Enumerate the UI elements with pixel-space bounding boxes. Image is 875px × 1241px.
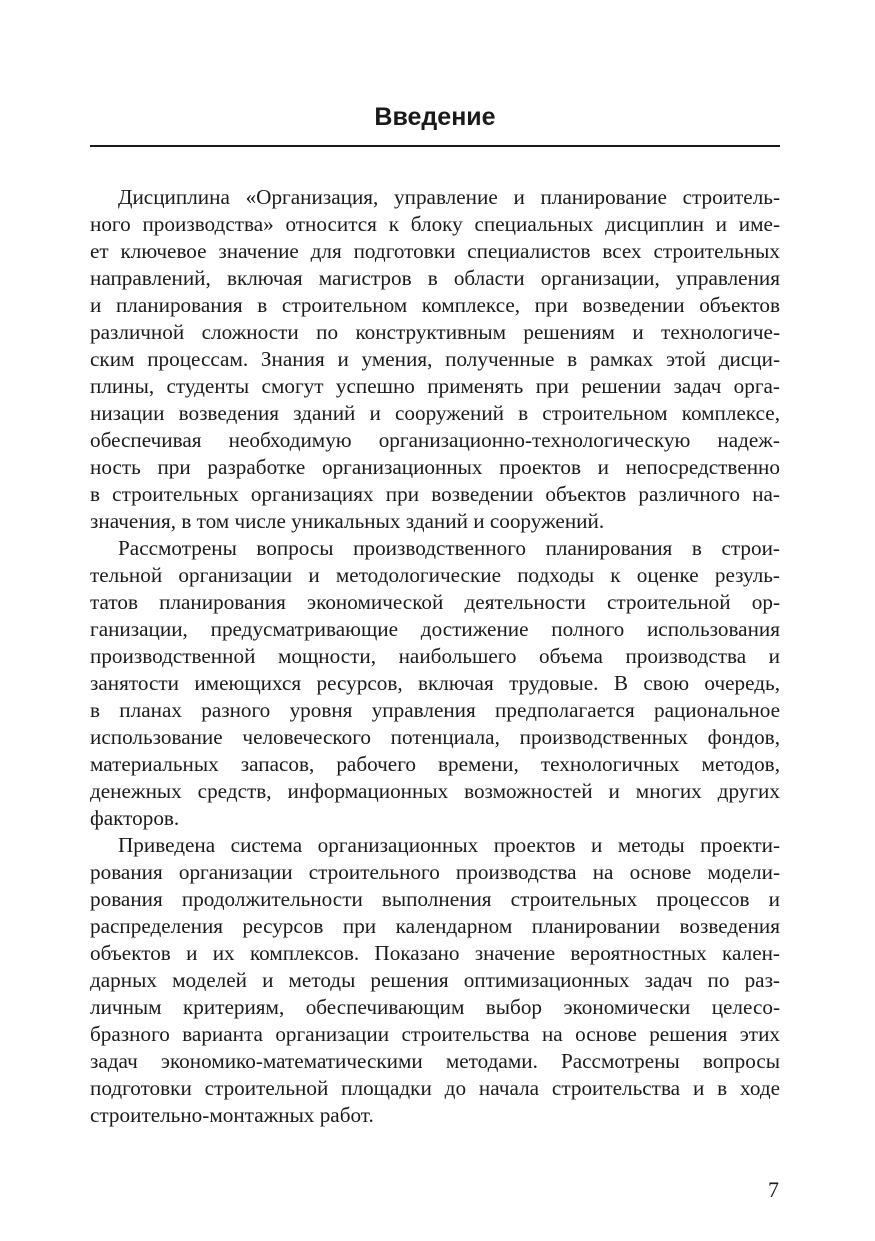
text-line: дарных моделей и методы решения оптимизационных задач по раз- [90, 968, 780, 992]
text-line: денежных средств, информационных возможностей и многих других [90, 779, 780, 803]
text-line: задач экономико-математическими методами. Рассмотрены вопросы [90, 1049, 780, 1073]
paragraph-2 [90, 535, 780, 832]
text-line: обеспечивая необходимую организационно-технологическую надеж- [90, 428, 780, 452]
text-line: Приведена система организационных проектов и методы проекти- [118, 833, 780, 857]
text-line: ет ключевое значение для подготовки специалистов всех строительных [90, 239, 780, 263]
text-line: рования продолжительности выполнения строительных процессов и [90, 887, 780, 911]
text-line: плины, студенты смогут успешно применять при решении задач орга- [90, 374, 780, 398]
text-line: занятости имеющихся ресурсов, включая трудовые. В свою очередь, [90, 671, 780, 695]
text-line: низации возведения зданий и сооружений в строительном комплексе, [90, 401, 780, 425]
text-line: и планирования в строительном комплексе, при возведении объектов [90, 293, 780, 317]
text-line: распределения ресурсов при календарном планировании возведения [90, 914, 780, 938]
paragraph-1 [90, 184, 780, 535]
text-line: объектов и их комплексов. Показано значение вероятностных кален- [90, 941, 780, 965]
text-line: ским процессам. Знания и умения, полученные в рамках этой дисци- [90, 347, 780, 371]
text-line: использование человеческого потенциала, производственных фондов, [90, 725, 780, 749]
text-line: различной сложности по конструктивным решениям и технологиче- [90, 320, 780, 344]
chapter-title: Введение [374, 103, 496, 131]
text-line: значения, в том числе уникальных зданий и сооружений. [90, 509, 605, 533]
text-line: Дисциплина «Организация, управление и планирование строитель- [118, 185, 780, 209]
text-line: тельной организации и методологические подходы к оценке резуль- [90, 563, 780, 587]
text-line: рования организации строительного производства на основе модели- [90, 860, 780, 884]
text-line: ганизации, предусматривающие достижение полного использования [90, 617, 780, 641]
text-line: татов планирования экономической деятельности строительной ор- [90, 590, 780, 614]
text-line: ность при разработке организационных проектов и непосредственно [90, 455, 780, 479]
text-line: личным критериям, обеспечивающим выбор экономически целесо- [90, 995, 780, 1019]
text-line: направлений, включая магистров в области организации, управления [90, 266, 780, 290]
text-line: ного производства» относится к блоку специальных дисциплин и име- [90, 212, 780, 236]
page-number: 7 [768, 1177, 779, 1202]
text-line: строительно-монтажных работ. [90, 1103, 374, 1127]
paragraph-3 [90, 832, 780, 1129]
text-line: в строительных организациях при возведении объектов различного на- [90, 482, 780, 506]
text-line: в планах разного уровня управления предполагается рациональное [90, 698, 780, 722]
text-line: производственной мощности, наибольшего объема производства и [90, 644, 780, 668]
text-line: материальных запасов, рабочего времени, технологичных методов, [90, 752, 780, 776]
text-line: подготовки строительной площадки до начала строительства и в ходе [90, 1076, 780, 1100]
text-line: Рассмотрены вопросы производственного планирования в строи- [118, 536, 780, 560]
body-text [90, 184, 780, 1129]
text-line: факторов. [90, 806, 180, 830]
text-line: бразного варианта организации строительства на основе решения этих [90, 1022, 780, 1046]
title-underline [90, 145, 780, 147]
